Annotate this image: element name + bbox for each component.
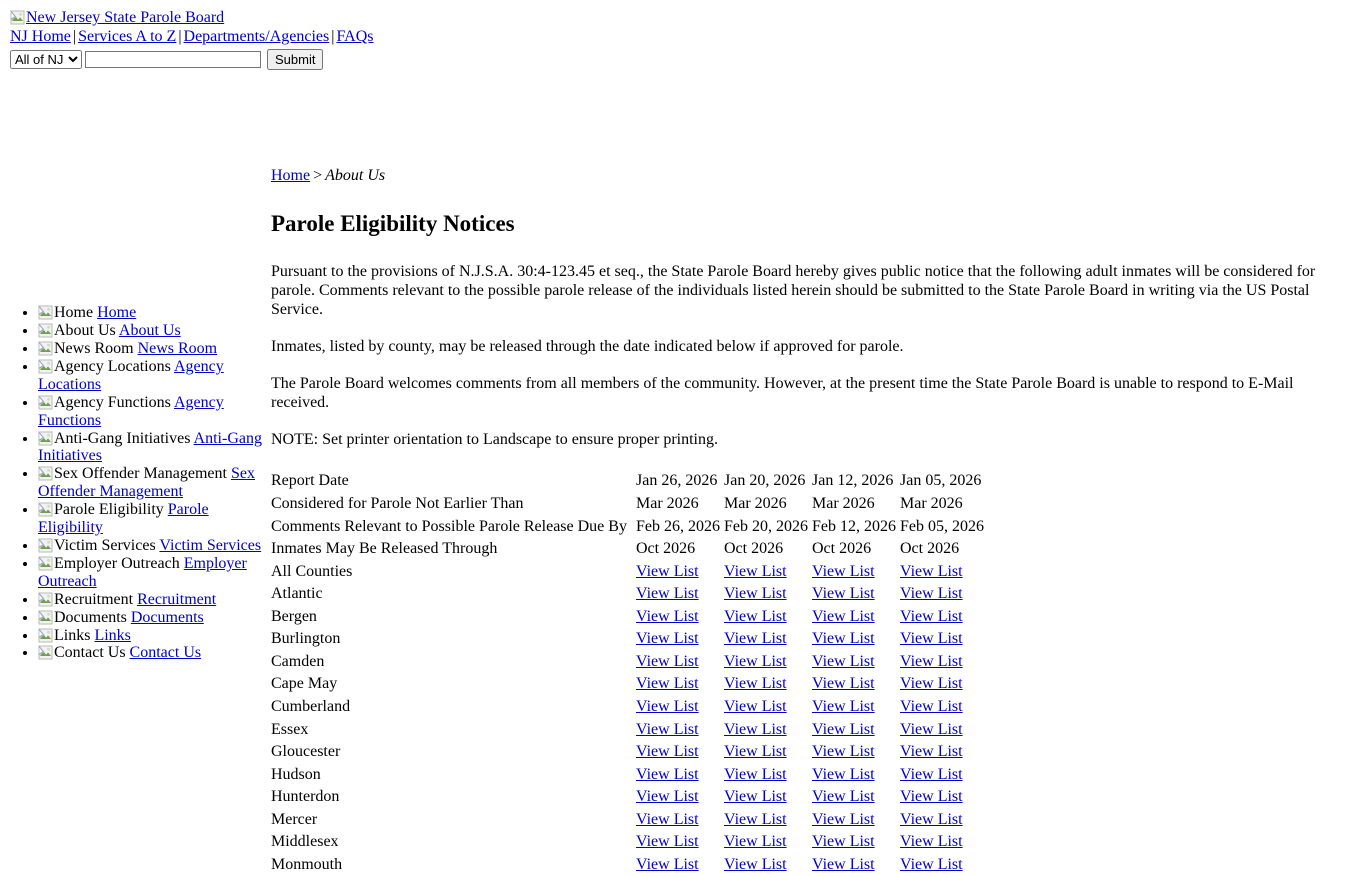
view-list-cell[interactable] xyxy=(812,561,900,584)
view-list-cell[interactable] xyxy=(812,764,900,787)
nav-separator: | xyxy=(331,27,335,45)
view-list-link[interactable]: View List xyxy=(636,585,699,603)
broken-image-icon xyxy=(38,359,53,374)
view-list-link[interactable]: View List xyxy=(812,810,875,828)
nav-link-nj-home[interactable]: NJ Home xyxy=(10,27,71,45)
view-list-cell[interactable] xyxy=(636,696,724,719)
comments-due-col-3: Feb 12, 2026 xyxy=(812,517,896,535)
considered-col-2: Mar 2026 xyxy=(724,495,787,513)
view-list-link[interactable]: View List xyxy=(900,855,963,873)
intro-paragraph-2: Inmates, listed by county, may be released through the date indicated below if approved for parole. xyxy=(271,337,904,355)
table-row xyxy=(271,673,988,696)
broken-image-icon xyxy=(38,395,53,410)
view-list-cell[interactable] xyxy=(724,583,812,606)
view-list-link[interactable]: View List xyxy=(900,585,963,603)
view-list-link[interactable]: View List xyxy=(812,720,875,738)
nav-link-services-a-to-z[interactable]: Services A to Z xyxy=(78,27,177,45)
view-list-link[interactable]: View List xyxy=(724,855,787,873)
view-list-link[interactable]: View List xyxy=(636,697,699,715)
sidebar-item-alt-text: Documents xyxy=(54,608,127,626)
sidebar-item-alt-text: Agency Locations xyxy=(54,357,171,375)
view-list-link[interactable]: View List xyxy=(900,630,963,648)
county-name: Atlantic xyxy=(271,585,323,603)
view-list-cell[interactable] xyxy=(724,696,812,719)
view-list-cell[interactable] xyxy=(900,786,988,809)
sidebar-item-alt-text: About Us xyxy=(54,322,116,340)
view-list-cell[interactable] xyxy=(724,809,812,832)
row-label-comments-due-by: Comments Relevant to Possible Parole Release Due By xyxy=(271,517,627,535)
view-list-link[interactable]: View List xyxy=(724,652,787,670)
view-list-link[interactable]: View List xyxy=(812,788,875,806)
view-list-cell[interactable] xyxy=(724,628,812,651)
row-label-considered-not-earlier-than: Considered for Parole Not Earlier Than xyxy=(271,495,524,513)
sidebar-item-news-room[interactable] xyxy=(38,340,262,358)
view-list-link[interactable]: View List xyxy=(812,585,875,603)
broken-image-icon xyxy=(38,466,53,481)
sidebar-item-label[interactable]: Recruitment xyxy=(137,590,217,608)
view-list-cell[interactable] xyxy=(724,854,812,876)
sidebar-item-alt-text: Sex Offender Management xyxy=(54,465,227,483)
view-list-cell[interactable] xyxy=(636,719,724,742)
search-scope-select[interactable] xyxy=(10,50,82,69)
view-list-link[interactable]: View List xyxy=(900,675,963,693)
view-list-link[interactable]: View List xyxy=(636,675,699,693)
sidebar-item-alt-text: Parole Eligibility xyxy=(54,501,164,519)
comments-due-col-2: Feb 20, 2026 xyxy=(724,517,808,535)
sidebar-item-anti-gang-initiatives[interactable] xyxy=(38,430,262,466)
sidebar-item-alt-text: Anti-Gang Initiatives xyxy=(54,429,191,447)
search-submit-button[interactable]: Submit xyxy=(267,49,323,70)
sidebar-item-label[interactable]: Sex Offender Management xyxy=(38,465,255,501)
view-list-link[interactable]: View List xyxy=(636,630,699,648)
view-list-cell[interactable] xyxy=(900,809,988,832)
main-content xyxy=(271,70,1331,876)
view-list-cell[interactable] xyxy=(812,854,900,876)
sidebar-item-alt-text: Links xyxy=(54,626,91,644)
view-list-link[interactable]: View List xyxy=(636,562,699,580)
view-list-link[interactable]: View List xyxy=(724,810,787,828)
report-date-col-3: Jan 12, 2026 xyxy=(812,472,894,490)
view-list-link[interactable]: View List xyxy=(900,743,963,761)
county-name: Middlesex xyxy=(271,833,339,851)
table-row xyxy=(271,831,988,854)
table-row-released-through xyxy=(271,538,988,561)
table-row xyxy=(271,764,988,787)
sidebar-item-alt-text: Recruitment xyxy=(54,590,134,608)
view-list-link[interactable]: View List xyxy=(636,652,699,670)
table-row xyxy=(271,606,988,629)
county-name: Burlington xyxy=(271,630,341,648)
view-list-link[interactable]: View List xyxy=(900,788,963,806)
sidebar-item-label[interactable]: Agency Functions xyxy=(38,393,224,429)
view-list-link[interactable]: View List xyxy=(724,562,787,580)
table-row-considered-not-earlier-than xyxy=(271,493,988,516)
view-list-cell[interactable] xyxy=(900,764,988,787)
county-name: Cumberland xyxy=(271,697,351,715)
view-list-link[interactable]: View List xyxy=(900,607,963,625)
considered-col-3: Mar 2026 xyxy=(812,495,875,513)
view-list-link[interactable]: View List xyxy=(900,652,963,670)
view-list-cell[interactable] xyxy=(636,673,724,696)
sidebar-item-home[interactable] xyxy=(38,304,262,322)
table-row xyxy=(271,583,988,606)
view-list-cell[interactable] xyxy=(636,583,724,606)
sidebar-list xyxy=(0,304,262,662)
view-list-cell[interactable] xyxy=(900,583,988,606)
view-list-cell[interactable] xyxy=(636,741,724,764)
view-list-link[interactable]: View List xyxy=(724,585,787,603)
sidebar-item-label[interactable]: Links xyxy=(94,626,131,644)
sidebar-item-label[interactable]: Agency Locations xyxy=(38,357,224,393)
view-list-cell[interactable] xyxy=(636,786,724,809)
view-list-cell[interactable] xyxy=(636,651,724,674)
view-list-cell[interactable] xyxy=(724,786,812,809)
sidebar-item-about-us[interactable] xyxy=(38,322,262,340)
table-row-comments-due-by xyxy=(271,516,988,539)
view-list-cell[interactable] xyxy=(636,628,724,651)
sidebar-item-alt-text: News Room xyxy=(54,340,134,357)
view-list-link[interactable]: View List xyxy=(636,833,699,851)
sidebar-item-employer-outreach[interactable] xyxy=(38,555,262,591)
view-list-cell[interactable] xyxy=(812,809,900,832)
sidebar-item-recruitment[interactable] xyxy=(38,591,262,609)
table-row xyxy=(271,719,988,742)
sidebar-item-links[interactable] xyxy=(38,627,262,645)
view-list-link[interactable]: View List xyxy=(724,720,787,738)
table-row xyxy=(271,809,988,832)
broken-image-icon xyxy=(38,645,53,660)
view-list-link[interactable]: View List xyxy=(812,833,875,851)
view-list-cell[interactable] xyxy=(724,606,812,629)
view-list-link[interactable]: View List xyxy=(900,833,963,851)
county-name: All Counties xyxy=(271,562,353,580)
view-list-link[interactable]: View List xyxy=(812,675,875,693)
county-name: Essex xyxy=(271,720,309,738)
released-through-col-1: Oct 2026 xyxy=(636,540,696,558)
view-list-cell[interactable] xyxy=(900,854,988,876)
view-list-cell[interactable] xyxy=(636,561,724,584)
printing-note: NOTE: Set printer orientation to Landscape to ensure proper printing. xyxy=(271,430,718,448)
row-label-report-date: Report Date xyxy=(271,472,349,490)
view-list-link[interactable]: View List xyxy=(724,675,787,693)
statewide-header xyxy=(0,0,1366,70)
view-list-link[interactable]: View List xyxy=(900,810,963,828)
sidebar-item-parole-eligibility[interactable] xyxy=(38,501,262,537)
view-list-link[interactable]: View List xyxy=(636,607,699,625)
table-row xyxy=(271,854,988,876)
sidebar-item-agency-functions[interactable] xyxy=(38,394,262,430)
considered-col-1: Mar 2026 xyxy=(636,495,699,513)
view-list-link[interactable]: View List xyxy=(636,720,699,738)
page-title: Parole Eligibility Notices xyxy=(271,211,515,237)
broken-image-icon xyxy=(38,431,53,446)
view-list-cell[interactable] xyxy=(636,809,724,832)
view-list-link[interactable]: View List xyxy=(900,562,963,580)
released-through-col-2: Oct 2026 xyxy=(724,540,784,558)
county-name: Mercer xyxy=(271,810,318,828)
table-row xyxy=(271,651,988,674)
sidebar-item-alt-text: Employer Outreach xyxy=(54,554,180,572)
sidebar-item-contact-us[interactable] xyxy=(38,644,262,662)
view-list-cell[interactable] xyxy=(636,831,724,854)
table-row xyxy=(271,561,988,584)
view-list-cell[interactable] xyxy=(812,583,900,606)
view-list-link[interactable]: View List xyxy=(812,562,875,580)
view-list-cell[interactable] xyxy=(724,831,812,854)
view-list-cell[interactable] xyxy=(900,606,988,629)
view-list-cell[interactable] xyxy=(812,696,900,719)
intro-paragraph-3: The Parole Board welcomes comments from all members of the community. However, at the present time the State Parole Board is unable to respond to E-Mail received. xyxy=(271,374,1294,411)
sidebar-item-label[interactable]: Home xyxy=(97,304,137,322)
sidebar-item-alt-text: Agency Functions xyxy=(54,393,171,411)
sidebar-item-agency-locations[interactable] xyxy=(38,358,262,394)
view-list-link[interactable]: View List xyxy=(724,697,787,715)
breadcrumb-link-home[interactable]: Home xyxy=(271,167,311,185)
view-list-cell[interactable] xyxy=(900,741,988,764)
view-list-cell[interactable] xyxy=(724,719,812,742)
table-row-report-date xyxy=(271,470,988,493)
report-date-col-2: Jan 20, 2026 xyxy=(724,472,806,490)
view-list-cell[interactable] xyxy=(724,651,812,674)
parole-notices-table xyxy=(271,470,988,876)
broken-image-icon xyxy=(38,592,53,607)
view-list-link[interactable]: View List xyxy=(812,765,875,783)
view-list-cell[interactable] xyxy=(812,741,900,764)
broken-image-icon xyxy=(10,10,25,25)
search-input[interactable] xyxy=(85,51,261,68)
view-list-cell[interactable] xyxy=(636,764,724,787)
breadcrumb-separator: > xyxy=(313,167,323,185)
view-list-cell[interactable] xyxy=(724,561,812,584)
nav-link-faqs[interactable]: FAQs xyxy=(336,27,374,45)
county-name: Cape May xyxy=(271,675,338,693)
nav-link-departments-agencies[interactable]: Departments/Agencies xyxy=(183,27,330,45)
view-list-link[interactable]: View List xyxy=(900,720,963,738)
sidebar-item-label[interactable]: News Room xyxy=(137,340,218,357)
site-logo-line xyxy=(10,10,1366,27)
view-list-cell[interactable] xyxy=(636,854,724,876)
breadcrumb xyxy=(271,167,1331,186)
view-list-link[interactable]: View List xyxy=(636,855,699,873)
sidebar-item-alt-text: Contact Us xyxy=(54,644,126,662)
view-list-link[interactable]: View List xyxy=(812,607,875,625)
view-list-link[interactable]: View List xyxy=(812,630,875,648)
view-list-cell[interactable] xyxy=(812,651,900,674)
broken-image-icon xyxy=(38,323,53,338)
view-list-link[interactable]: View List xyxy=(900,697,963,715)
broken-image-icon xyxy=(38,538,53,553)
comments-due-col-1: Feb 26, 2026 xyxy=(636,517,720,535)
county-name: Bergen xyxy=(271,607,317,625)
table-row xyxy=(271,741,988,764)
view-list-link[interactable]: View List xyxy=(812,697,875,715)
sidebar-item-victim-services[interactable] xyxy=(38,537,262,555)
view-list-cell[interactable] xyxy=(812,786,900,809)
broken-image-icon xyxy=(38,556,53,571)
view-list-link[interactable]: View List xyxy=(812,855,875,873)
view-list-cell[interactable] xyxy=(636,606,724,629)
view-list-link[interactable]: View List xyxy=(724,788,787,806)
county-name: Hudson xyxy=(271,765,321,783)
released-through-col-4: Oct 2026 xyxy=(900,540,960,558)
breadcrumb-current: About Us xyxy=(325,167,386,185)
table-row xyxy=(271,628,988,651)
sidebar-item-documents[interactable] xyxy=(38,609,262,627)
broken-image-icon xyxy=(38,610,53,625)
released-through-col-3: Oct 2026 xyxy=(812,540,872,558)
sidebar-item-label[interactable]: Parole Eligibility xyxy=(38,501,209,537)
search-bar xyxy=(10,49,1366,70)
view-list-link[interactable]: View List xyxy=(636,743,699,761)
view-list-cell[interactable] xyxy=(900,719,988,742)
considered-col-4: Mar 2026 xyxy=(900,495,963,513)
county-name: Hunterdon xyxy=(271,788,340,806)
sidebar-nav xyxy=(0,304,262,662)
table-row xyxy=(271,696,988,719)
comments-due-col-4: Feb 05, 2026 xyxy=(900,517,984,535)
site-logo-link[interactable] xyxy=(10,9,224,26)
table-row xyxy=(271,786,988,809)
intro-paragraph-1: Pursuant to the provisions of N.J.S.A. 30:4-123.45 et seq., the State Parole Board hereby gives public notice that the following adult inmates will be considered for parole. Comments relevant to the possible parole release of the individuals listed herein should be submitted to the State Parole Board in writing via the US Postal Service. xyxy=(271,263,1316,319)
view-list-cell[interactable] xyxy=(812,719,900,742)
view-list-cell[interactable] xyxy=(900,831,988,854)
broken-image-icon xyxy=(38,305,53,320)
global-nav xyxy=(10,28,1366,46)
view-list-link[interactable]: View List xyxy=(636,788,699,806)
nav-separator: | xyxy=(72,27,77,45)
report-date-col-4: Jan 05, 2026 xyxy=(900,472,982,490)
view-list-cell[interactable] xyxy=(812,673,900,696)
row-label-released-through: Inmates May Be Released Through xyxy=(271,540,498,558)
nav-separator: | xyxy=(178,27,182,45)
sidebar-item-label[interactable]: About Us xyxy=(118,322,181,340)
view-list-link[interactable]: View List xyxy=(900,765,963,783)
sidebar-item-label[interactable]: Victim Services xyxy=(159,536,262,554)
sidebar-item-label[interactable]: Documents xyxy=(130,608,204,626)
view-list-cell[interactable] xyxy=(900,673,988,696)
view-list-cell[interactable] xyxy=(900,561,988,584)
view-list-link[interactable]: View List xyxy=(636,810,699,828)
sidebar-item-label[interactable]: Contact Us xyxy=(129,644,202,662)
county-name: Gloucester xyxy=(271,743,341,761)
view-list-link[interactable]: View List xyxy=(724,630,787,648)
view-list-cell[interactable] xyxy=(900,651,988,674)
view-list-link[interactable]: View List xyxy=(724,607,787,625)
view-list-link[interactable]: View List xyxy=(812,652,875,670)
sidebar-item-sex-offender-management[interactable] xyxy=(38,465,262,501)
view-list-link[interactable]: View List xyxy=(724,743,787,761)
sidebar-item-label[interactable]: Anti-Gang Initiatives xyxy=(38,429,262,465)
view-list-cell[interactable] xyxy=(724,764,812,787)
view-list-link[interactable]: View List xyxy=(636,765,699,783)
report-date-col-1: Jan 26, 2026 xyxy=(636,472,718,490)
view-list-cell[interactable] xyxy=(812,831,900,854)
view-list-link[interactable]: View List xyxy=(724,765,787,783)
county-name: Camden xyxy=(271,652,325,670)
broken-image-icon xyxy=(38,341,53,356)
view-list-cell[interactable] xyxy=(812,606,900,629)
view-list-cell[interactable] xyxy=(724,741,812,764)
sidebar-item-alt-text: Victim Services xyxy=(54,536,156,554)
site-logo-alt-text: New Jersey State Parole Board xyxy=(26,9,225,26)
sidebar-item-alt-text: Home xyxy=(54,304,94,322)
view-list-cell[interactable] xyxy=(900,628,988,651)
view-list-link[interactable]: View List xyxy=(812,743,875,761)
county-name: Monmouth xyxy=(271,855,343,873)
view-list-link[interactable]: View List xyxy=(724,833,787,851)
broken-image-icon xyxy=(38,502,53,517)
broken-image-icon xyxy=(38,628,53,643)
view-list-cell[interactable] xyxy=(724,673,812,696)
view-list-cell[interactable] xyxy=(900,696,988,719)
sidebar-item-label[interactable]: Employer Outreach xyxy=(38,554,247,590)
view-list-cell[interactable] xyxy=(812,628,900,651)
